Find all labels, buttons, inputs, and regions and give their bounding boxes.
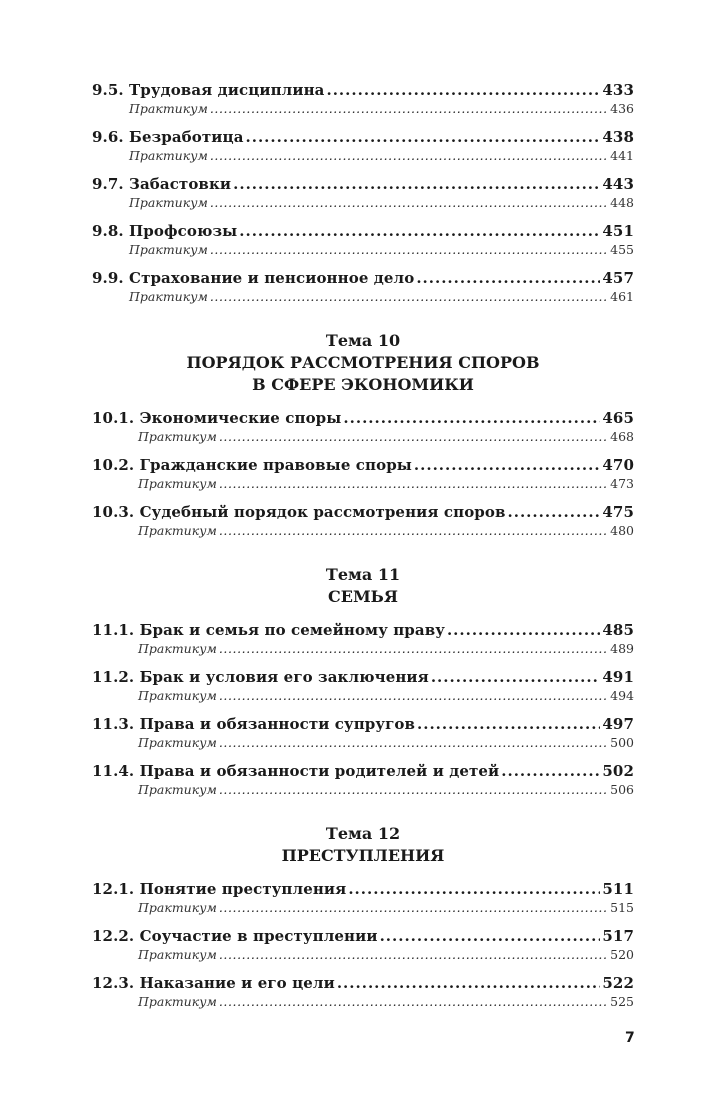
toc-entry	[92, 620, 634, 656]
dot-leader	[210, 148, 608, 163]
dot-leader	[219, 782, 608, 797]
dot-leader	[417, 714, 600, 735]
section-page: 457	[602, 269, 634, 287]
section-title: 9.5. Трудовая дисциплина	[92, 81, 325, 99]
practicum-page: 525	[610, 994, 634, 1009]
toc-section	[92, 823, 634, 1009]
section-title: 12.2. Соучастие в преступлении	[92, 927, 378, 945]
section-row	[92, 455, 634, 476]
page-number: 7	[625, 1030, 635, 1046]
dot-leader	[246, 127, 601, 148]
section-title: 9.9. Страхование и пенсионное дело	[92, 269, 415, 287]
section-title: 10.1. Экономические споры	[92, 409, 342, 427]
practicum-label: Практикум	[138, 523, 217, 538]
topic-title: ПОРЯДОК РАССМОТРЕНИЯ СПОРОВ	[186, 353, 540, 372]
dot-leader	[219, 994, 608, 1009]
practicum-label: Практикум	[129, 289, 208, 304]
practicum-row	[92, 994, 634, 1009]
practicum-label: Практикум	[129, 242, 208, 257]
dot-leader	[501, 761, 600, 782]
section-page: 491	[602, 668, 634, 686]
toc-entry	[92, 174, 634, 210]
practicum-page: 468	[610, 429, 634, 444]
dot-leader	[219, 900, 608, 915]
section-row	[92, 714, 634, 735]
section-page: 451	[602, 222, 634, 240]
dot-leader	[219, 429, 608, 444]
topic-number: Тема 11	[325, 565, 401, 584]
section-row	[92, 502, 634, 523]
dot-leader	[348, 879, 600, 900]
section-title: 11.3. Права и обязанности супругов	[92, 715, 416, 733]
practicum-row	[92, 148, 634, 163]
dot-leader	[219, 947, 608, 962]
practicum-row	[92, 429, 634, 444]
section-page: 497	[602, 715, 634, 733]
practicum-label: Практикум	[129, 101, 208, 116]
practicum-page: 506	[610, 782, 634, 797]
topic-number: Тема 10	[325, 331, 401, 350]
practicum-page: 494	[610, 688, 634, 703]
section-page: 522	[602, 974, 634, 992]
toc-entry	[92, 127, 634, 163]
toc-entry	[92, 408, 634, 444]
dot-leader	[219, 476, 608, 491]
toc-entry	[92, 80, 634, 116]
dot-leader	[431, 667, 601, 688]
practicum-row	[92, 641, 634, 656]
section-row	[92, 408, 634, 429]
toc-entry	[92, 973, 634, 1009]
section-row	[92, 973, 634, 994]
dot-leader	[233, 174, 600, 195]
practicum-label: Практикум	[138, 994, 217, 1009]
toc-entry	[92, 714, 634, 750]
dot-leader	[219, 735, 608, 750]
topic-heading	[92, 330, 634, 396]
practicum-page: 515	[610, 900, 634, 915]
practicum-row	[92, 523, 634, 538]
section-row	[92, 761, 634, 782]
practicum-label: Практикум	[138, 641, 217, 656]
section-row	[92, 174, 634, 195]
practicum-row	[92, 242, 634, 257]
practicum-label: Практикум	[129, 148, 208, 163]
topic-title: ПРЕСТУПЛЕНИЯ	[281, 846, 445, 865]
dot-leader	[219, 688, 608, 703]
table-of-contents	[92, 80, 634, 1020]
practicum-label: Практикум	[138, 947, 217, 962]
practicum-page: 436	[610, 101, 634, 116]
dot-leader	[210, 195, 608, 210]
topic-heading	[92, 564, 634, 608]
section-row	[92, 80, 634, 101]
practicum-page: 500	[610, 735, 634, 750]
section-page: 443	[602, 175, 634, 193]
dot-leader	[343, 408, 600, 429]
section-title: 10.2. Гражданские правовые споры	[92, 456, 412, 474]
dot-leader	[210, 101, 608, 116]
section-row	[92, 127, 634, 148]
practicum-row	[92, 900, 634, 915]
section-row	[92, 926, 634, 947]
practicum-page: 441	[610, 148, 634, 163]
toc-entry	[92, 268, 634, 304]
toc-section	[92, 330, 634, 538]
toc-entry	[92, 761, 634, 797]
practicum-label: Практикум	[138, 688, 217, 703]
practicum-page: 448	[610, 195, 634, 210]
practicum-label: Практикум	[138, 429, 217, 444]
toc-entry	[92, 879, 634, 915]
toc-entry	[92, 221, 634, 257]
topic-heading	[92, 823, 634, 867]
practicum-label: Практикум	[138, 782, 217, 797]
dot-leader	[447, 620, 600, 641]
practicum-label: Практикум	[138, 476, 217, 491]
section-row	[92, 221, 634, 242]
section-title: 9.8. Профсоюзы	[92, 222, 238, 240]
section-row	[92, 620, 634, 641]
dot-leader	[326, 80, 600, 101]
section-row	[92, 879, 634, 900]
toc-entry	[92, 667, 634, 703]
section-title: 11.4. Права и обязанности родителей и детей	[92, 762, 500, 780]
practicum-row	[92, 735, 634, 750]
section-page: 470	[602, 456, 634, 474]
section-page: 511	[602, 880, 634, 898]
dot-leader	[210, 289, 608, 304]
dot-leader	[219, 523, 608, 538]
section-title: 11.1. Брак и семья по семейному праву	[92, 621, 445, 639]
practicum-label: Практикум	[138, 900, 217, 915]
section-title: 12.3. Наказание и его цели	[92, 974, 335, 992]
practicum-row	[92, 947, 634, 962]
practicum-page: 473	[610, 476, 634, 491]
practicum-label: Практикум	[138, 735, 217, 750]
practicum-row	[92, 476, 634, 491]
practicum-row	[92, 195, 634, 210]
section-title: 10.3. Судебный порядок рассмотрения споров	[92, 503, 506, 521]
section-page: 465	[602, 409, 634, 427]
toc-section	[92, 564, 634, 797]
practicum-page: 489	[610, 641, 634, 656]
dot-leader	[210, 242, 608, 257]
section-page: 502	[602, 762, 634, 780]
practicum-page: 520	[610, 947, 634, 962]
practicum-label: Практикум	[129, 195, 208, 210]
section-page: 475	[602, 503, 634, 521]
dot-leader	[239, 221, 600, 242]
practicum-row	[92, 688, 634, 703]
topic-number: Тема 12	[325, 824, 401, 843]
section-page: 433	[602, 81, 634, 99]
section-page: 438	[602, 128, 634, 146]
practicum-row	[92, 101, 634, 116]
dot-leader	[380, 926, 601, 947]
practicum-row	[92, 782, 634, 797]
toc-entry	[92, 926, 634, 962]
section-title: 12.1. Понятие преступления	[92, 880, 347, 898]
section-page: 485	[602, 621, 634, 639]
section-page: 517	[602, 927, 634, 945]
topic-title: СЕМЬЯ	[328, 587, 398, 606]
dot-leader	[414, 455, 600, 476]
dot-leader	[416, 268, 600, 289]
section-title: 11.2. Брак и условия его заключения	[92, 668, 429, 686]
practicum-row	[92, 289, 634, 304]
dot-leader	[337, 973, 601, 994]
toc-section	[92, 80, 634, 304]
dot-leader	[219, 641, 608, 656]
practicum-page: 461	[610, 289, 634, 304]
dot-leader	[508, 502, 601, 523]
section-title: 9.6. Безработица	[92, 128, 244, 146]
practicum-page: 480	[610, 523, 634, 538]
toc-entry	[92, 502, 634, 538]
section-row	[92, 268, 634, 289]
topic-title-line2: В СФЕРЕ ЭКОНОМИКИ	[252, 375, 474, 394]
section-title: 9.7. Забастовки	[92, 175, 232, 193]
practicum-page: 455	[610, 242, 634, 257]
toc-entry	[92, 455, 634, 491]
section-row	[92, 667, 634, 688]
